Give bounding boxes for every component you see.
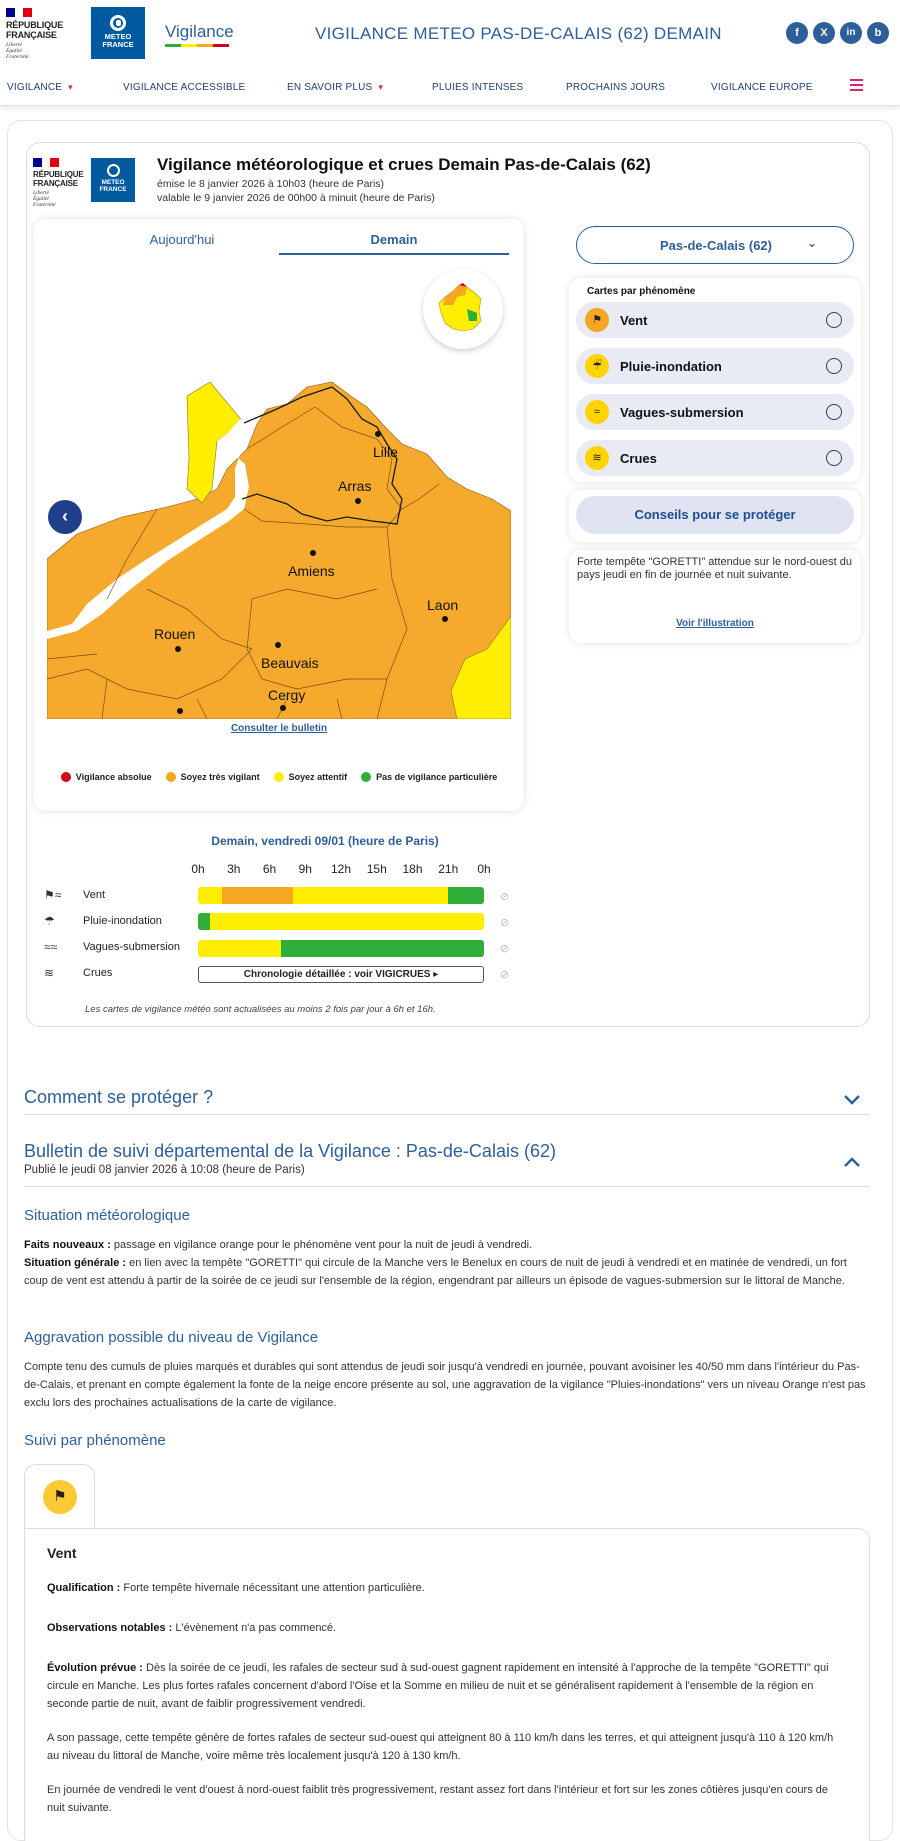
waves-icon: ≈≈	[44, 940, 58, 954]
timeline-hour-label: 12h	[330, 862, 352, 876]
qualification	[47, 1579, 847, 1597]
card-meteo-france-logo	[91, 158, 135, 202]
timeline-label-vagues: Vagues-submersion	[83, 941, 181, 953]
nav-prochains-jours[interactable]: PROCHAINS JOURS	[566, 82, 666, 93]
city-amiens: Amiens	[288, 563, 335, 579]
bulletin-heading[interactable]: Bulletin de suivi départemental de la Vigilance : Pas-de-Calais (62)	[24, 1141, 556, 1161]
phenomenon-maps-panel	[569, 278, 861, 482]
department-select-value: Pas-de-Calais (62)	[660, 238, 772, 253]
eye-off-icon[interactable]: ⊘	[500, 943, 510, 955]
tab-today[interactable]: Aujourd'hui	[149, 232, 215, 247]
timeline-bar-vagues	[198, 940, 484, 957]
map-previous-button[interactable]	[48, 500, 82, 534]
chevron-down-icon: ▾	[68, 82, 73, 92]
eye-off-icon[interactable]: ⊘	[500, 891, 510, 903]
menu-hamburger-icon[interactable]	[850, 79, 863, 91]
phenomenon-vent[interactable]	[576, 302, 854, 338]
brand-color-bar	[165, 44, 229, 47]
advice-panel	[569, 490, 861, 542]
phenomenon-detail-title: Vent	[47, 1545, 77, 1561]
phenomenon-panel-heading: Cartes par phénomène	[587, 286, 696, 297]
timeline-label-crues: Crues	[83, 967, 113, 979]
city-laon: Laon	[427, 597, 459, 613]
divider	[24, 1186, 870, 1187]
chevron-up-icon[interactable]	[842, 1155, 862, 1169]
nav-vigilance[interactable]	[7, 82, 73, 93]
page-title: VIGILANCE METEO PAS-DE-CALAIS (62) DEMAIN	[315, 24, 722, 43]
bluesky-icon[interactable]: b	[867, 22, 889, 44]
situation-generale-text: en lien avec la tempête "GORETTI" qui circule de la Manche vers le Benelux en cours de nuit de jeudi à vendredi et en matinée de vendredi, un fort coup de vent est attendu à partir de la soirée de ce jeudi sur l'ensemble de la région, engendrant par ailleurs un épisode de vagues-submersion sur le littoral de Manche.	[24, 1257, 847, 1287]
radio-icon[interactable]	[826, 312, 842, 328]
bulletin-published: Publié le jeudi 08 janvier 2026 à 10:08 (heure de Paris)	[24, 1164, 305, 1176]
phenomenon-tab-vent[interactable]	[24, 1464, 95, 1529]
timeline-hour-label: 3h	[227, 862, 241, 876]
situation-heading: Situation météorologique	[24, 1207, 190, 1224]
timeline-label-pluie: Pluie-inondation	[83, 915, 162, 927]
meteo-france-emblem-icon	[110, 15, 126, 31]
faits-text: passage en vigilance orange pour le phénomène vent pour la nuit de jeudi à vendredi.	[110, 1239, 533, 1251]
nav-label: VIGILANCE	[7, 82, 63, 93]
meteo-france-logo[interactable]	[91, 7, 145, 59]
nav-en-savoir-plus[interactable]	[287, 82, 383, 93]
timeline-note: Les cartes de vigilance météo sont actualisées au moins 2 fois par jour à 6h et 16h.	[85, 1004, 436, 1015]
advice-button[interactable]: Conseils pour se protéger	[576, 496, 854, 534]
suivi-heading: Suivi par phénomène	[24, 1432, 166, 1449]
france-minimap[interactable]	[423, 269, 503, 349]
facebook-icon[interactable]: f	[786, 22, 808, 44]
vigicrues-link[interactable]: Chronologie détaillée : voir VIGICRUES ▸	[198, 966, 484, 983]
map-panel	[34, 219, 524, 811]
nav-vigilance-accessible[interactable]: VIGILANCE ACCESSIBLE	[123, 82, 246, 93]
flag-icon	[6, 8, 32, 17]
legend-item	[274, 772, 348, 782]
timeline-segment-yellow	[198, 887, 222, 904]
city-beauvais: Beauvais	[261, 655, 319, 671]
aggravation-text: Compte tenu des cumuls de pluies marqués et durables qui sont attendus de jeudi soir jusqu'à vendredi en journée, pouvant avoisiner les 40/50 mm dans l'intérieur du Pas-de-Calais, et prenant en compte également la fonte de la neige encore présente au sol, une aggravation de la vigilance "Pluies-inondations" vers un niveau Orange n'est pas exclu lors des prochaines actualisations de la carte de vigilance.	[24, 1361, 866, 1409]
city-lille: Lille	[373, 444, 398, 460]
timeline-segment-green	[198, 913, 210, 930]
timeline-bar-pluie	[198, 913, 484, 930]
valid-date: valable le 9 janvier 2026 de 00h00 à minuit (heure de Paris)	[157, 192, 435, 204]
legend-dot	[274, 772, 284, 782]
site-header	[0, 0, 900, 68]
phenomenon-detail	[24, 1528, 870, 1841]
divider	[24, 1114, 870, 1115]
rain-flood-icon: ☔	[585, 354, 609, 378]
timeline-label-vent: Vent	[83, 889, 106, 901]
vigilance-brand-logo[interactable]	[165, 22, 234, 47]
nav-vigilance-europe[interactable]: VIGILANCE EUROPE	[711, 82, 813, 93]
city-cergy: Cergy	[268, 687, 306, 703]
rf-name: RÉPUBLIQUE FRANÇAISE	[33, 170, 84, 188]
tab-tomorrow[interactable]: Demain	[279, 232, 509, 255]
river-flood-icon: ≋	[585, 446, 609, 470]
situation-generale-label: Situation générale :	[24, 1257, 127, 1269]
wind-icon: ⚑≈	[44, 888, 62, 902]
faits-label: Faits nouveaux :	[24, 1239, 111, 1251]
chevron-down-icon: ▾	[378, 82, 384, 92]
map-legend	[34, 772, 524, 782]
info-text: Forte tempête "GORETTI" attendue sur le nord-ouest du pays jeudi en fin de journée et nuit suivante.	[577, 556, 852, 581]
rf-motto: Liberté Égalité Fraternité	[33, 190, 56, 208]
observations-label: Observations notables :	[47, 1622, 173, 1634]
meteo-france-emblem-icon	[107, 164, 120, 177]
timeline-segment-orange	[222, 887, 294, 904]
nav-pluies-intenses[interactable]: PLUIES INTENSES	[432, 82, 524, 93]
legend-dot	[166, 772, 176, 782]
aggravation-heading: Aggravation possible du niveau de Vigilance	[24, 1329, 319, 1346]
phenomenon-label: Vent	[620, 313, 648, 328]
observations-text: L'évènement n'a pas commencé.	[172, 1622, 337, 1634]
evolution-label: Évolution prévue :	[47, 1662, 143, 1674]
legend-item	[361, 772, 497, 782]
department-select[interactable]	[576, 226, 854, 264]
linkedin-icon[interactable]: in	[840, 22, 862, 44]
river-flood-icon: ≋	[44, 966, 55, 980]
radio-icon[interactable]	[826, 404, 842, 420]
info-box	[569, 550, 861, 643]
main-nav	[0, 68, 900, 106]
flag-icon	[33, 158, 59, 167]
chevron-down-icon[interactable]	[842, 1093, 862, 1107]
qualification-label: Qualification :	[47, 1582, 121, 1594]
timeline-segment-green	[281, 940, 484, 957]
nav-label: EN SAVOIR PLUS	[287, 82, 373, 93]
phenomenon-label: Pluie-inondation	[620, 359, 722, 374]
waves-icon: ≈	[585, 400, 609, 424]
phenomenon-vagues-submersion[interactable]	[576, 394, 854, 430]
situation-text	[24, 1236, 872, 1290]
rf-name: RÉPUBLIQUE FRANÇAISE	[6, 20, 64, 40]
timeline-bar-vent	[198, 887, 484, 904]
card-rf-logo	[33, 158, 85, 208]
phenomenon-crues[interactable]	[576, 440, 854, 476]
protect-section-heading[interactable]: Comment se protéger ?	[24, 1087, 214, 1107]
eye-off-icon[interactable]: ⊘	[500, 969, 510, 981]
city-arras: Arras	[338, 478, 372, 494]
timeline-title: Demain, vendredi 09/01 (heure de Paris)	[211, 834, 439, 848]
brand-text: Vigilance	[165, 22, 234, 41]
vendredi-text: En journée de vendredi le vent d'ouest à nord-ouest faiblit très progressivement, restant assez fort dans l'intérieur et fort sur les zones côtières jusqu'en cours de nuit suivante.	[47, 1784, 828, 1814]
legend-label: Soyez attentif	[288, 772, 348, 782]
legend-dot	[361, 772, 371, 782]
evolution-text: Dès la soirée de ce jeudi, les rafales de secteur sud à sud-ouest gagnent rapidement en intensité à l'approche de la tempête "GORETTI" qui circule en Manche. Les plus fortes rafales concernent d'abord l'Oise et la Somme en milieu de nuit et se généralisent rapidement à l'ensemble de la région en seconde partie de nuit, avant de faiblir progressivement vendredi.	[47, 1662, 829, 1710]
legend-dot	[61, 772, 71, 782]
timeline-hour-label: 0h	[477, 862, 491, 876]
observations	[47, 1619, 847, 1637]
eye-off-icon[interactable]: ⊘	[500, 917, 510, 929]
timeline-segment-green	[448, 887, 484, 904]
legend-label: Soyez très vigilant	[180, 772, 260, 782]
consult-bulletin-link[interactable]: Consulter le bulletin	[230, 723, 328, 734]
timeline-hour-label: 18h	[402, 862, 423, 876]
legend-item	[166, 772, 260, 782]
legend-label: Pas de vigilance particulière	[376, 772, 498, 782]
legend-item	[61, 772, 152, 782]
rf-motto: Liberté Égalité Fraternité	[6, 42, 29, 60]
view-illustration-link[interactable]: Voir l'illustration	[676, 618, 754, 629]
phenomenon-pluie-inondation[interactable]	[576, 348, 854, 384]
rain-flood-icon: ☂	[44, 914, 55, 928]
timeline-hour-label: 0h	[191, 862, 205, 876]
radio-icon[interactable]	[826, 450, 842, 466]
issued-date: émise le 8 janvier 2026 à 10h03 (heure de Paris)	[157, 178, 385, 190]
city-rouen: Rouen	[154, 626, 196, 642]
france-map-icon	[423, 269, 503, 349]
phenomenon-label: Crues	[620, 451, 657, 466]
legend-label: Vigilance absolue	[75, 772, 152, 782]
radio-icon[interactable]	[826, 358, 842, 374]
chevron-down-icon: ⌄	[806, 236, 817, 250]
timeline-segment-yellow	[293, 887, 448, 904]
timeline-segment-yellow	[210, 913, 484, 930]
timeline-segment-yellow	[198, 940, 281, 957]
evolution	[47, 1659, 847, 1713]
phenomenon-label: Vagues-submersion	[620, 405, 744, 420]
chevron-left-icon: ‹	[62, 506, 68, 526]
mf-name: METEO FRANCE	[99, 179, 127, 193]
x-twitter-icon[interactable]: X	[813, 22, 835, 44]
passage-text: A son passage, cette tempête génère de fortes rafales de secteur sud-ouest qui atteignent 80 à 110 km/h dans les terres, et qui atteignent jusqu'à 110 à 120 km/h au niveau du littoral de Manche, voire même très localement jusqu'à 120 à 130 km/h.	[47, 1732, 834, 1762]
timeline-hour-label: 6h	[262, 862, 277, 876]
qualification-text: Forte tempête hivernale nécessitant une attention particulière.	[120, 1582, 425, 1594]
mf-name: METEO FRANCE	[102, 32, 134, 49]
card-title: Vigilance météorologique et crues Demain Pas-de-Calais (62)	[157, 155, 651, 174]
wind-icon: ⚑	[43, 1480, 77, 1514]
timeline-hour-label: 21h	[438, 862, 459, 876]
timeline-hour-label: 15h	[366, 862, 387, 876]
wind-icon: ⚑	[585, 308, 609, 332]
republique-francaise-logo[interactable]	[6, 8, 66, 64]
timeline-hour-label: 9h	[298, 862, 312, 876]
